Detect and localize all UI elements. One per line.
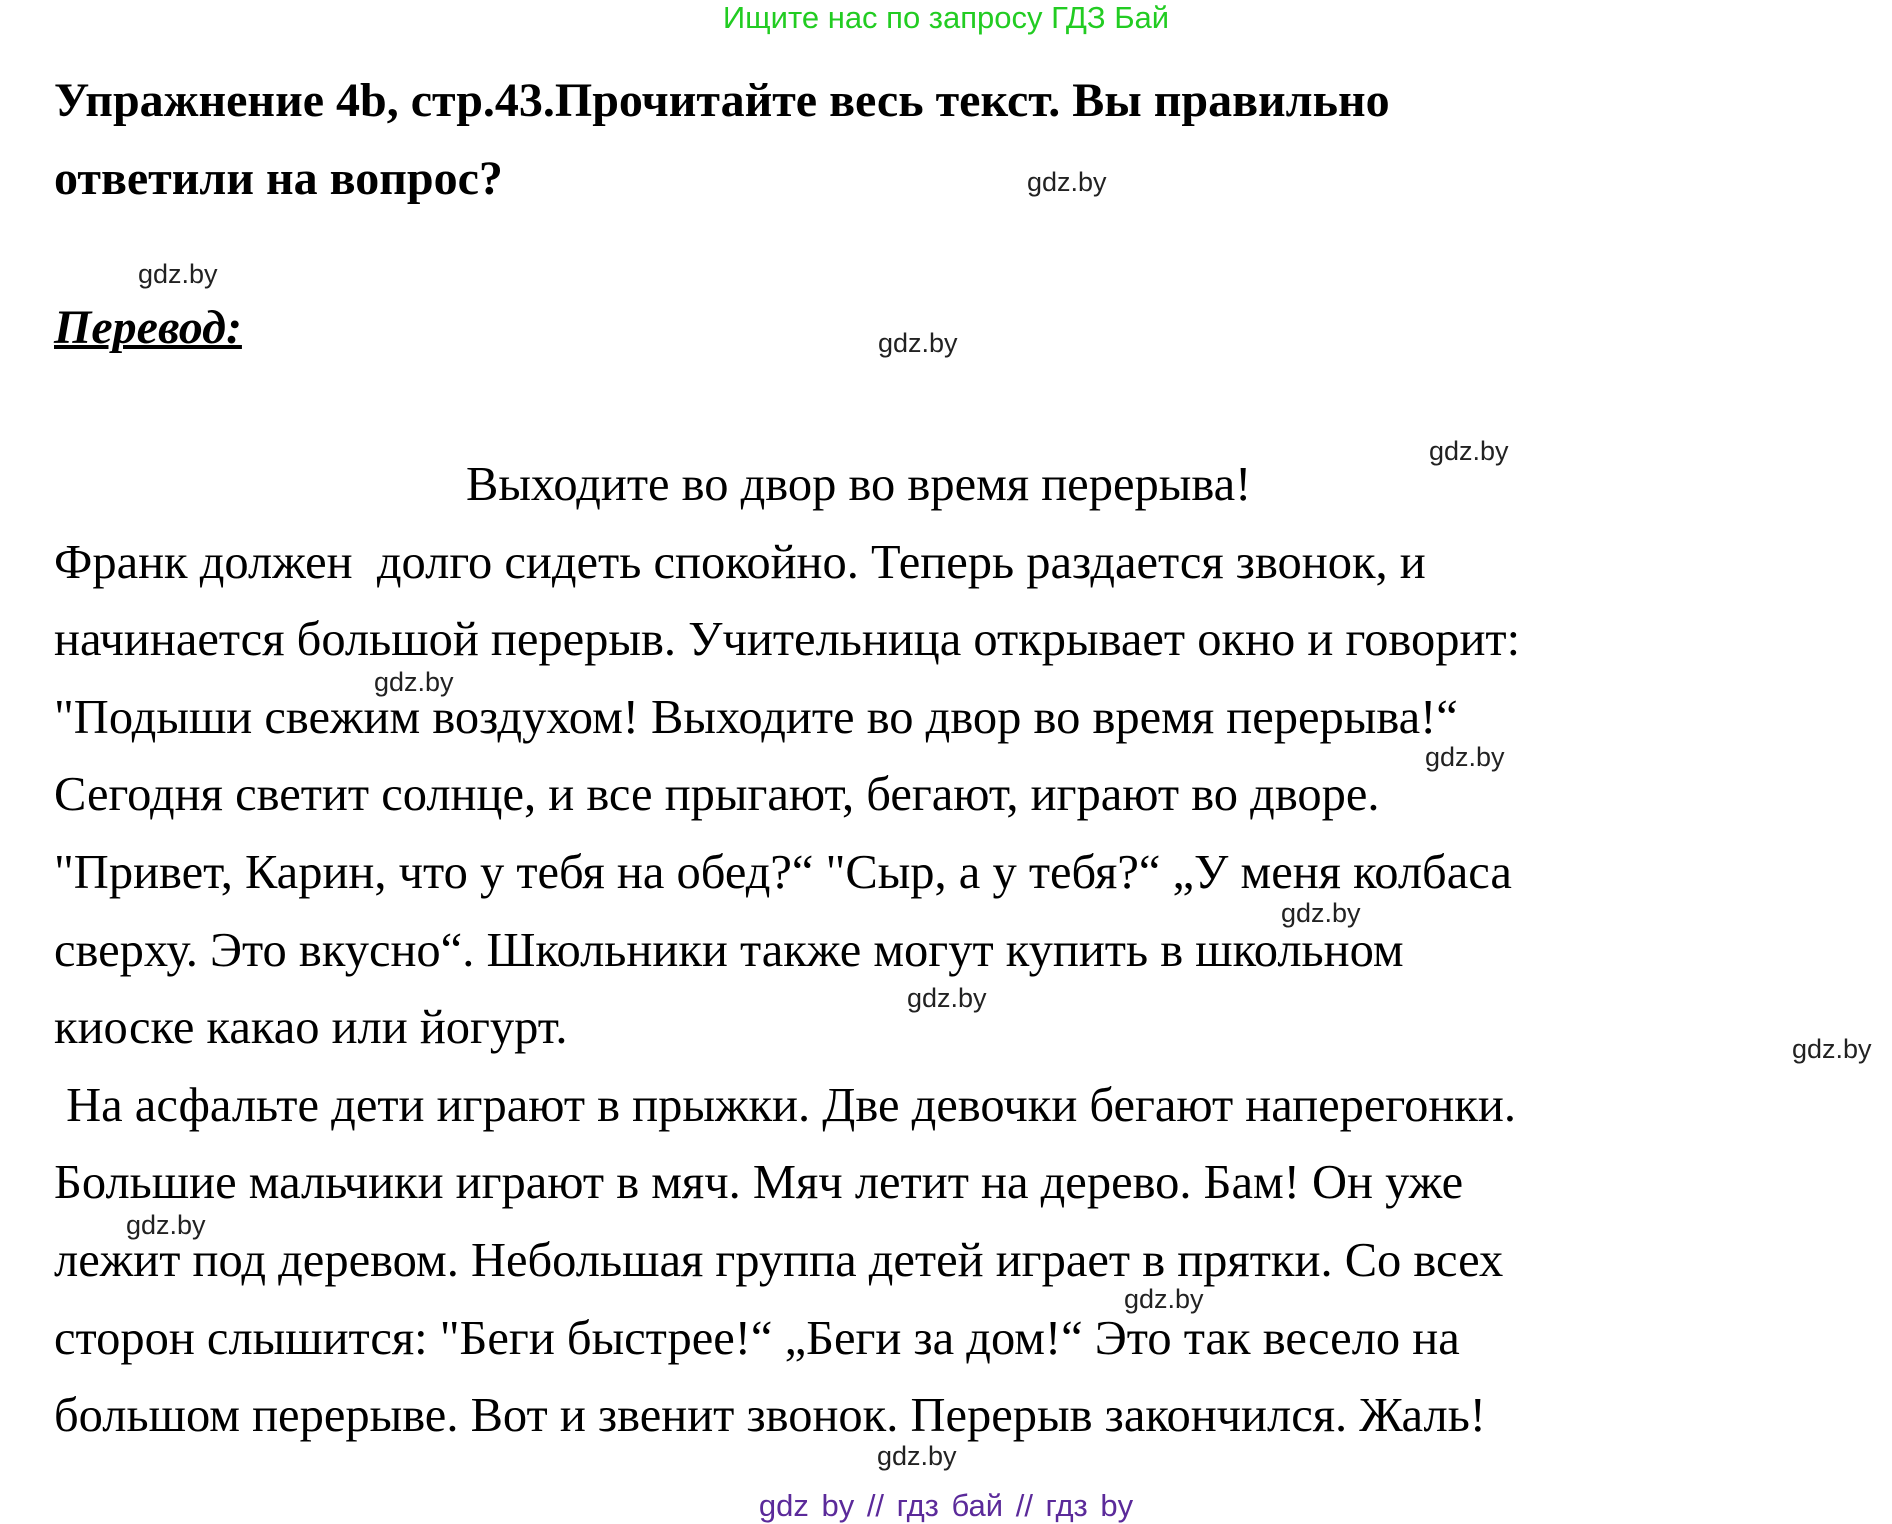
exercise-title	[54, 62, 1854, 218]
translation-text	[54, 446, 1520, 1455]
watermark: gdz.by	[878, 328, 958, 358]
watermark: gdz.by	[1792, 1034, 1872, 1064]
watermark: gdz.by	[1425, 742, 1505, 772]
text-heading: Выходите во двор во время перерыва!	[466, 458, 1252, 511]
text-line: "Привет, Карин, что у тебя на обед?“ "Сыр, а у тебя?“ „У меня колбаса	[54, 845, 1512, 899]
text-line: Сегодня светит солнце, и все прыгают, бегают, играют во дворе.	[54, 768, 1380, 822]
watermark: gdz.by	[138, 259, 218, 289]
text-line: начинается большой перерыв. Учительница открывает окно и говорит:	[54, 613, 1521, 667]
text-line: Франк должен долго сидеть спокойно. Теперь раздается звонок, и	[54, 535, 1426, 589]
title-line: Упражнение 4b, стр.43.Прочитайте весь текст. Вы правильно	[54, 74, 1390, 127]
text-line: сторон слышится: "Беги быстрее!“ „Беги за дом!“ Это так весело на	[54, 1311, 1460, 1365]
watermark: gdz.by	[877, 1441, 957, 1471]
watermark: gdz.by	[1027, 167, 1107, 197]
watermark: gdz.by	[1124, 1284, 1204, 1314]
text-line: большом перерыве. Вот и звенит звонок. Перерыв закончился. Жаль!	[54, 1389, 1486, 1443]
watermark: gdz.by	[126, 1210, 206, 1240]
title-line: ответили на вопрос?	[54, 152, 503, 205]
watermark: gdz.by	[1429, 436, 1509, 466]
search-hint-banner: Ищите нас по запросу ГДЗ Бай	[722, 0, 1170, 35]
text-line: "Подыши свежим воздухом! Выходите во двор во время перерыва!“	[54, 690, 1458, 744]
text-line: Большие мальчики играют в мяч. Мяч летит на дерево. Бам! Он уже	[54, 1156, 1464, 1210]
watermark: gdz.by	[1281, 898, 1361, 928]
text-line: сверху. Это вкусно“. Школьники также могут купить в школьном	[54, 923, 1404, 977]
watermark: gdz.by	[907, 983, 987, 1013]
watermark: gdz.by	[374, 667, 454, 697]
text-line: киоске какао или йогурт.	[54, 1001, 568, 1055]
text-line: На асфальте дети играют в прыжки. Две девочки бегают наперегонки.	[54, 1078, 1516, 1132]
text-line: лежит под деревом. Небольшая группа детей играет в прятки. Со всех	[54, 1233, 1504, 1287]
translation-label: Перевод:	[54, 301, 242, 354]
footer-links: gdz by // гдз бай // гдз by	[758, 1488, 1134, 1523]
